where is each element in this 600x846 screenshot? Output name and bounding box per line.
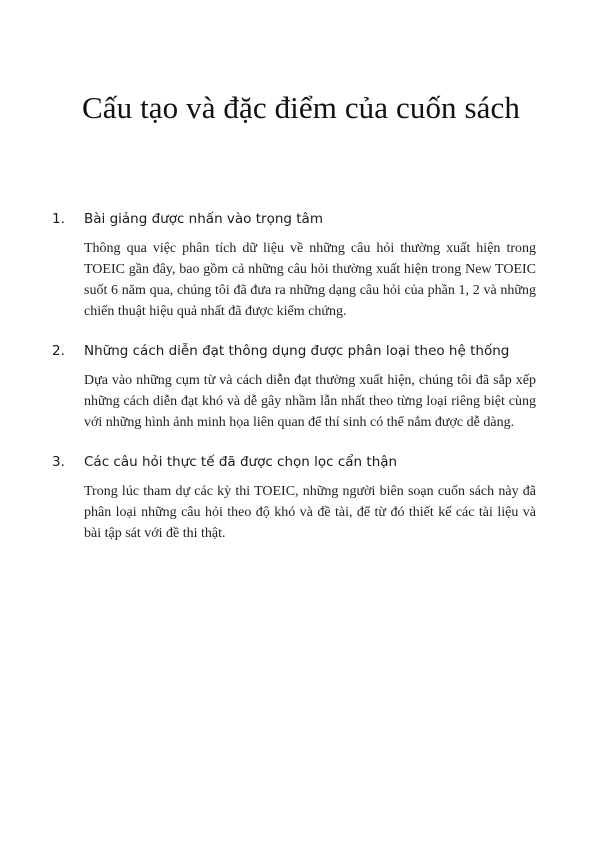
section-title: Các câu hỏi thực tế đã được chọn lọc cẩn thận: [84, 454, 398, 470]
section-item: [52, 208, 552, 322]
section-heading: [52, 340, 552, 362]
section-body: Trong lúc tham dự các kỳ thi TOEIC, những người biên soạn cuốn sách này đã phân loại những câu hỏi theo độ khó và đề tài, để từ đó thiết kế các tài liệu và bài tập sát với đề thi thật.: [84, 484, 536, 541]
sections-list: [52, 208, 552, 562]
section-body: Dựa vào những cụm từ và cách diễn đạt thường xuất hiện, chúng tôi đã sắp xếp những cách diễn đạt khó và dễ gây nhầm lẫn nhất theo từng loại riêng biệt cùng với những hình ảnh minh họa liên quan để thí sinh có thể nắm được dễ dàng.: [84, 373, 536, 430]
section-title: Những cách diễn đạt thông dụng được phân loại theo hệ thống: [84, 343, 510, 359]
section-body: Thông qua việc phân tích dữ liệu về những câu hỏi thường xuất hiện trong TOEIC gần đây, bao gồm cả những câu hỏi thường xuất hiện trong New TOEIC suốt 6 năm qua, chúng tôi đã đưa ra những dạng câu hỏi của phần 1, 2 và những chiến thuật hiệu quả nhất đã được kiểm chứng.: [84, 241, 536, 319]
section-heading: [52, 208, 552, 230]
page-title: Cấu tạo và đặc điểm của cuốn sách: [82, 90, 520, 125]
section-number: 3.: [52, 454, 65, 470]
section-item: [52, 340, 552, 433]
section-item: [52, 451, 552, 544]
section-number: 1.: [52, 211, 65, 227]
section-heading: [52, 451, 552, 473]
section-title: Bài giảng được nhấn vào trọng tâm: [84, 211, 323, 227]
section-number: 2.: [52, 343, 65, 359]
